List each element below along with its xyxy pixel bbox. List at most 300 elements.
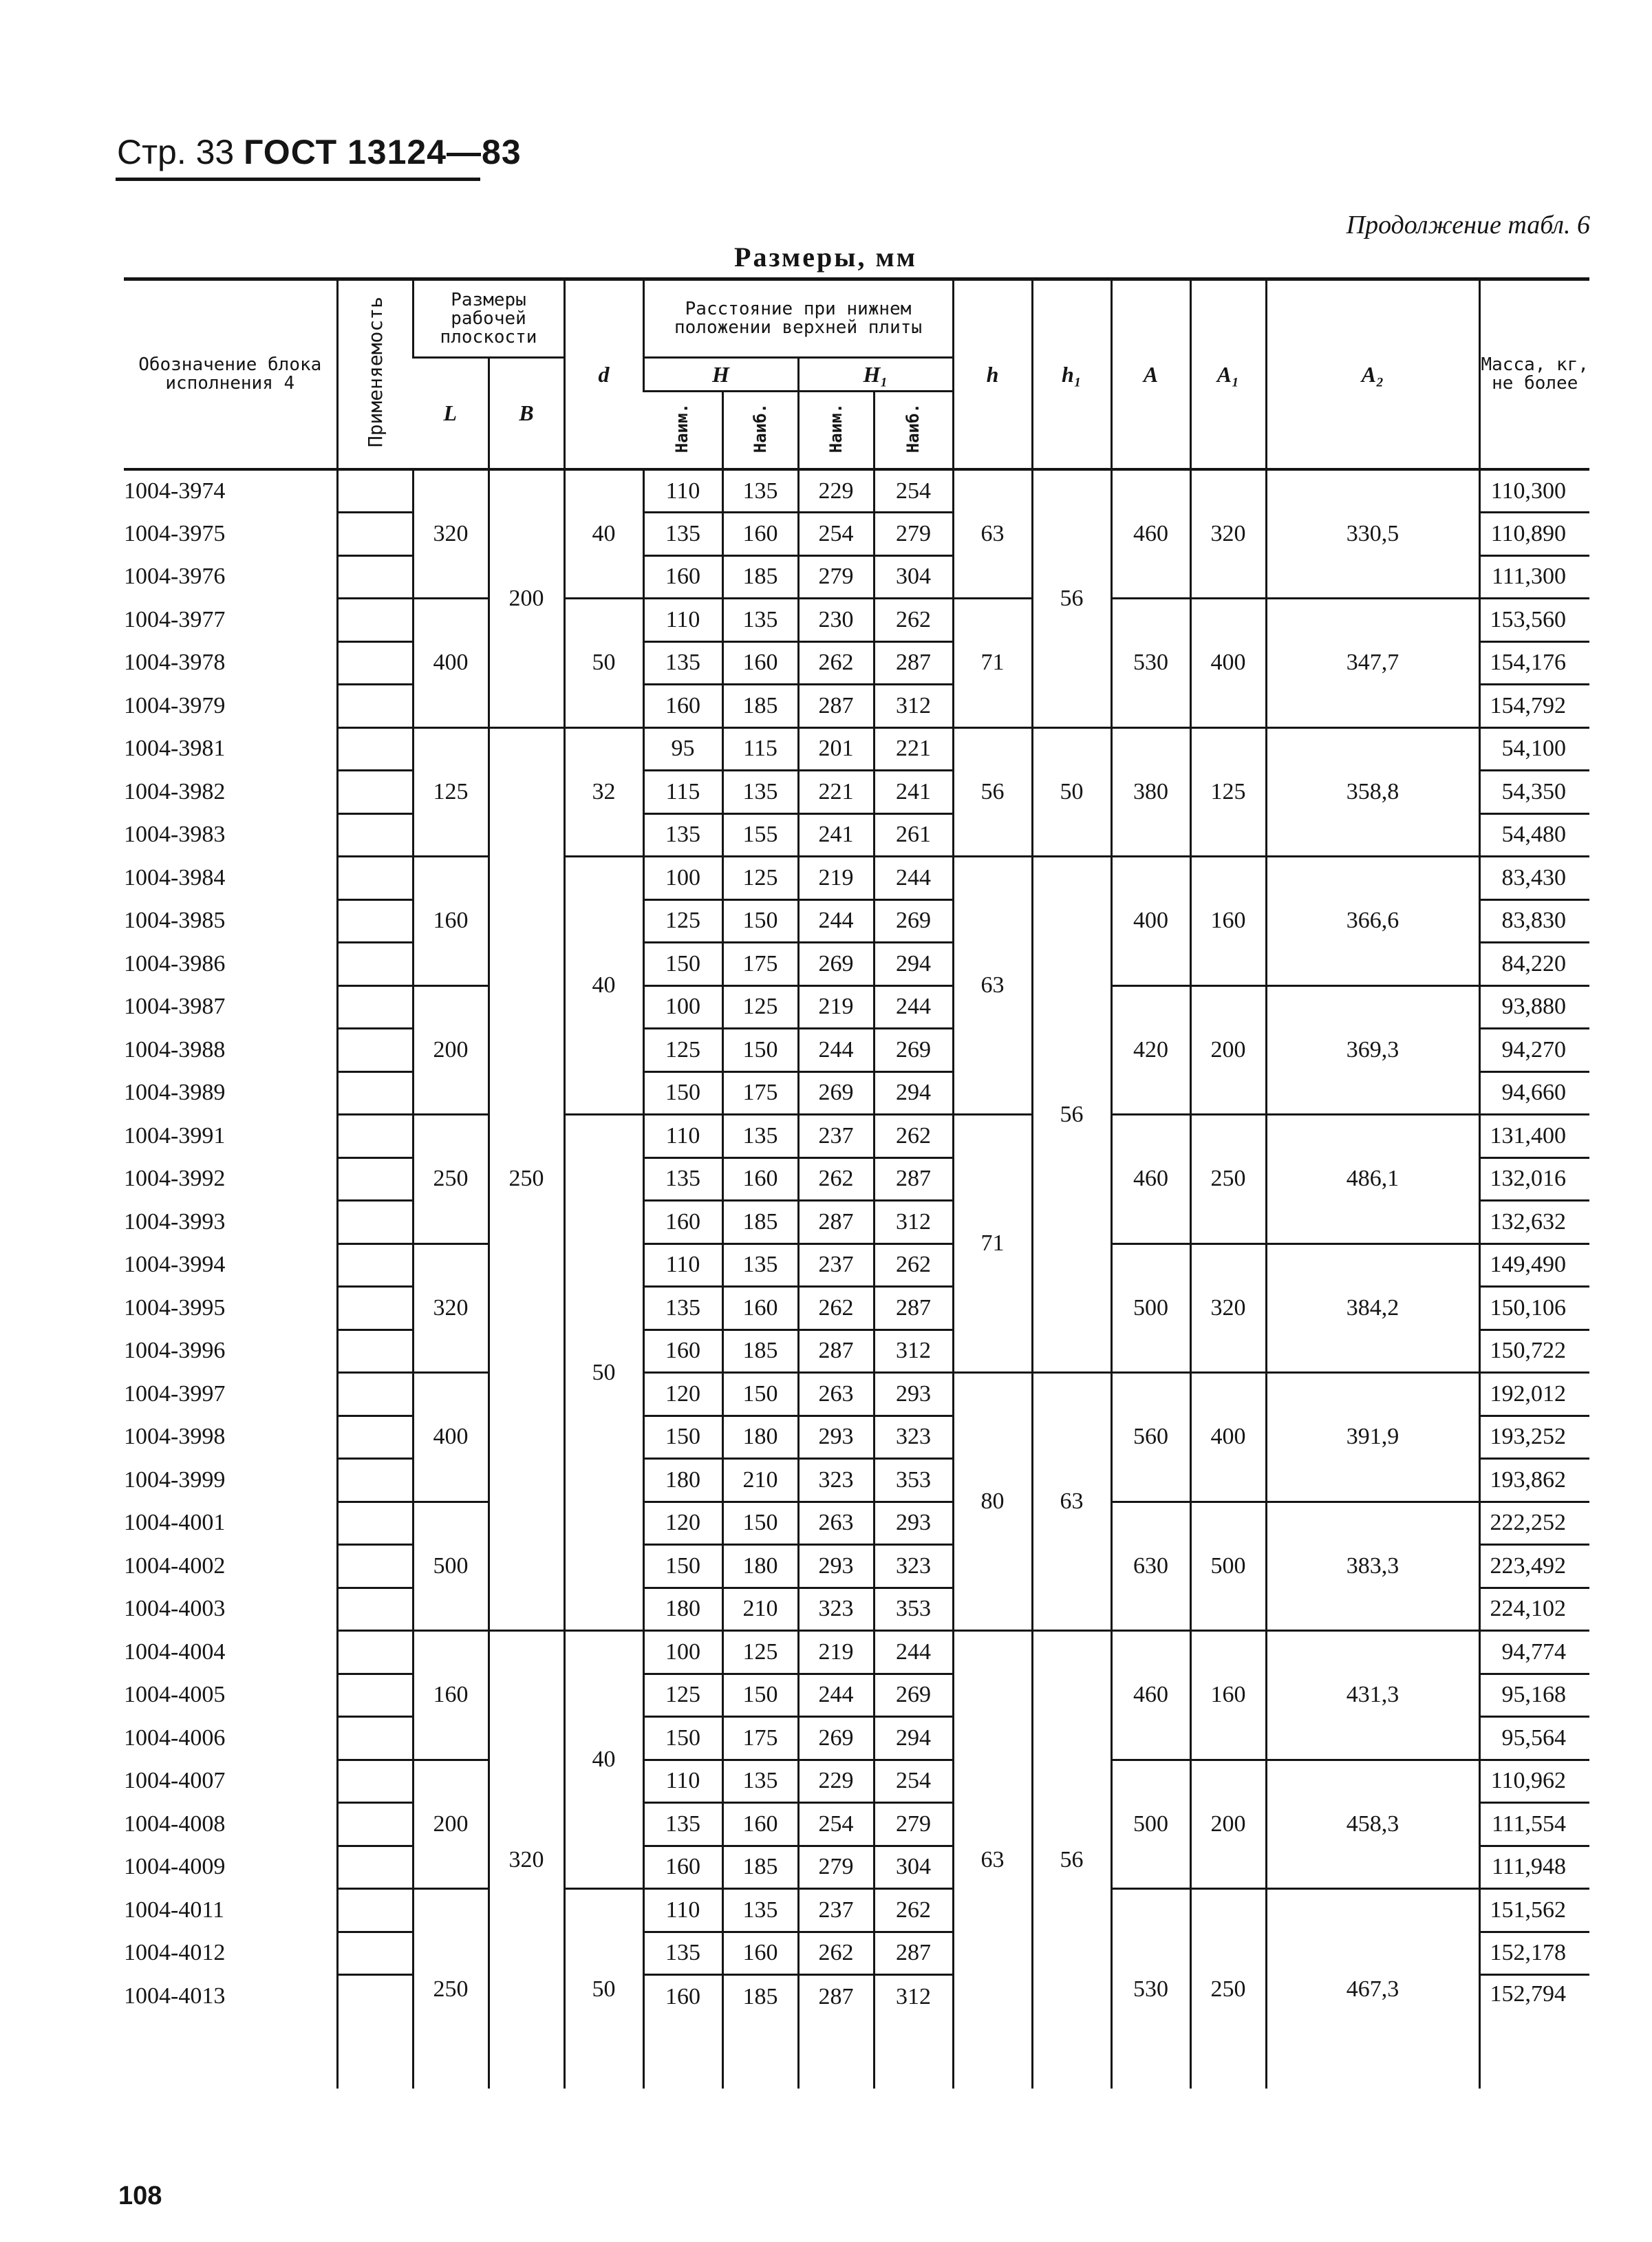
block-code: 1004-3977 (124, 606, 226, 632)
cell-h1-max: 262 (874, 599, 953, 642)
cell-mass: 54,350 (1479, 771, 1589, 814)
cell-h-max: 125 (722, 857, 798, 900)
block-code: 1004-3976 (124, 564, 226, 590)
applicability-cell (337, 1115, 413, 1158)
cell-h-max: 210 (722, 1459, 798, 1502)
cell-h1: 50 (1032, 727, 1111, 857)
cell-h1-min: 269 (798, 943, 874, 986)
cell-mass: 94,774 (1479, 1631, 1589, 1674)
cell-h-min: 110 (643, 469, 722, 513)
cell-h-max: 180 (722, 1416, 798, 1459)
cell-h1-max: 244 (874, 985, 953, 1029)
block-code: 1004-4012 (124, 1940, 226, 1966)
cell-h1-min: 229 (798, 469, 874, 513)
cell-a: 530 (1111, 599, 1190, 728)
cell-mass: 150,722 (1479, 1330, 1589, 1373)
block-code: 1004-4003 (124, 1596, 226, 1622)
table-body (124, 469, 1589, 2089)
cell-mass: 150,106 (1479, 1287, 1589, 1330)
cell-h1-max: 254 (874, 1760, 953, 1803)
cell-h1-min: 237 (798, 1889, 874, 1932)
cell-h-min: 160 (643, 685, 722, 728)
block-code: 1004-3983 (124, 822, 226, 848)
table-continuation-note: Продолжение табл. 6 (1346, 211, 1590, 239)
cell-h1-min: 241 (798, 813, 874, 857)
cell-mass: 111,554 (1479, 1803, 1589, 1846)
cell-h-min: 150 (643, 1717, 722, 1760)
block-code: 1004-4011 (124, 1897, 225, 1923)
cell-h1-min: 201 (798, 727, 874, 771)
block-code: 1004-3979 (124, 692, 226, 718)
applicability-cell (337, 1029, 413, 1072)
cell-d: 50 (564, 1889, 643, 2089)
applicability-cell (337, 685, 413, 728)
cell-h1-max: 261 (874, 813, 953, 857)
block-code: 1004-3998 (124, 1424, 226, 1450)
header-h: h (953, 279, 1032, 470)
cell-h-min: 160 (643, 1201, 722, 1244)
cell-a1: 320 (1190, 469, 1266, 599)
cell-d: 32 (564, 727, 643, 857)
cell-h-min: 160 (643, 1330, 722, 1373)
cell-h1-max: 244 (874, 857, 953, 900)
cell-h1-max: 269 (874, 1029, 953, 1072)
cell-h1-min: 229 (798, 1760, 874, 1803)
cell-h1-max: 244 (874, 1631, 953, 1674)
cell-mass: 95,564 (1479, 1717, 1589, 1760)
cell-h-min: 180 (643, 1588, 722, 1631)
block-code: 1004-4002 (124, 1552, 226, 1579)
header-h-min (643, 392, 722, 470)
header-h1-max-label: Наиб. (903, 403, 923, 453)
cell-a1: 125 (1190, 727, 1266, 857)
cell-h1-max: 287 (874, 1287, 953, 1330)
cell-a: 460 (1111, 1115, 1190, 1244)
applicability-cell (337, 771, 413, 814)
cell-a: 420 (1111, 985, 1190, 1115)
cell-h1-max: 279 (874, 1803, 953, 1846)
cell-l: 200 (413, 1760, 489, 1889)
cell-h1-max: 269 (874, 1674, 953, 1717)
cell-h1-max: 312 (874, 1975, 953, 2089)
applicability-cell (337, 1071, 413, 1115)
header-h-max-label: Наиб. (750, 403, 770, 453)
cell-h: 71 (953, 1115, 1032, 1373)
cell-h-min: 150 (643, 1416, 722, 1459)
cell-a1: 320 (1190, 1243, 1266, 1373)
cell-h-max: 115 (722, 727, 798, 771)
cell-h-min: 135 (643, 641, 722, 685)
cell-a1: 160 (1190, 1631, 1266, 1760)
header-a: A (1111, 279, 1190, 470)
cell-h1-min: 219 (798, 985, 874, 1029)
cell-l: 500 (413, 1502, 489, 1631)
table-row (124, 1760, 1589, 1803)
cell-h-min: 95 (643, 727, 722, 771)
cell-h-max: 160 (722, 513, 798, 556)
cell-h-max: 135 (722, 469, 798, 513)
block-code: 1004-4013 (124, 1983, 226, 2009)
cell-h1-min: 244 (798, 899, 874, 943)
cell-h1-min: 293 (798, 1416, 874, 1459)
cell-a2: 358,8 (1266, 727, 1479, 857)
applicability-cell (337, 1373, 413, 1416)
table-row (124, 1889, 1589, 1932)
cell-h-max: 135 (722, 1243, 798, 1287)
header-applicability-label: Применяемость (363, 297, 387, 448)
cell-h-min: 115 (643, 771, 722, 814)
cell-a2: 384,2 (1266, 1243, 1479, 1373)
applicability-cell (337, 1760, 413, 1803)
cell-h-max: 175 (722, 943, 798, 986)
cell-h-max: 150 (722, 1674, 798, 1717)
cell-mass: 149,490 (1479, 1243, 1589, 1287)
cell-l: 320 (413, 469, 489, 599)
cell-h1-min: 323 (798, 1459, 874, 1502)
applicability-cell (337, 555, 413, 599)
table-row (124, 469, 1589, 513)
cell-h1-max: 294 (874, 1071, 953, 1115)
cell-mass: 193,252 (1479, 1416, 1589, 1459)
cell-l: 320 (413, 1243, 489, 1373)
cell-a: 380 (1111, 727, 1190, 857)
block-code: 1004-3992 (124, 1166, 226, 1192)
block-code: 1004-3975 (124, 520, 226, 546)
cell-a2: 458,3 (1266, 1760, 1479, 1889)
cell-h1-min: 323 (798, 1588, 874, 1631)
cell-h-min: 135 (643, 1932, 722, 1975)
applicability-cell (337, 813, 413, 857)
header-l: L (413, 358, 489, 470)
header-h1: h₁ (1032, 279, 1111, 470)
page-number: 108 (118, 2181, 162, 2210)
block-code: 1004-3985 (124, 908, 226, 934)
cell-h-min: 110 (643, 1889, 722, 1932)
cell-l: 400 (413, 599, 489, 728)
cell-h-max: 185 (722, 1846, 798, 1889)
cell-l: 160 (413, 857, 489, 986)
cell-h-max: 155 (722, 813, 798, 857)
block-code: 1004-4005 (124, 1682, 226, 1708)
cell-mass: 93,880 (1479, 985, 1589, 1029)
cell-h1-max: 269 (874, 899, 953, 943)
cell-mass: 94,660 (1479, 1071, 1589, 1115)
header-h1-min-label: Наим. (826, 403, 846, 453)
cell-h1-min: 254 (798, 513, 874, 556)
cell-a: 560 (1111, 1373, 1190, 1502)
cell-d: 50 (564, 599, 643, 728)
cell-h1-max: 323 (874, 1416, 953, 1459)
cell-h-max: 135 (722, 1760, 798, 1803)
cell-a: 500 (1111, 1243, 1190, 1373)
cell-h-min: 150 (643, 943, 722, 986)
cell-mass: 224,102 (1479, 1588, 1589, 1631)
cell-d: 40 (564, 1631, 643, 1889)
cell-l: 160 (413, 1631, 489, 1760)
header-h1-group: H₁ (798, 358, 953, 392)
block-code: 1004-4009 (124, 1854, 226, 1880)
cell-h-max: 160 (722, 1157, 798, 1201)
cell-h-min: 135 (643, 1803, 722, 1846)
cell-h-max: 125 (722, 1631, 798, 1674)
applicability-cell (337, 1416, 413, 1459)
cell-h1-max: 304 (874, 1846, 953, 1889)
cell-h1-max: 294 (874, 1717, 953, 1760)
cell-h-max: 150 (722, 1373, 798, 1416)
cell-h1-max: 312 (874, 1330, 953, 1373)
cell-h-min: 160 (643, 555, 722, 599)
cell-h1-min: 287 (798, 1330, 874, 1373)
cell-h-min: 135 (643, 813, 722, 857)
cell-mass: 223,492 (1479, 1545, 1589, 1588)
cell-h1-min: 219 (798, 1631, 874, 1674)
cell-mass: 110,962 (1479, 1760, 1589, 1803)
block-code: 1004-3997 (124, 1380, 226, 1407)
cell-h1-max: 353 (874, 1459, 953, 1502)
block-code: 1004-4006 (124, 1725, 226, 1751)
header-h-group: H (643, 358, 798, 392)
cell-h-max: 210 (722, 1588, 798, 1631)
cell-h-max: 185 (722, 685, 798, 728)
applicability-cell (337, 985, 413, 1029)
cell-mass: 110,890 (1479, 513, 1589, 556)
cell-h-min: 110 (643, 1760, 722, 1803)
cell-h-max: 125 (722, 985, 798, 1029)
cell-h1-min: 230 (798, 599, 874, 642)
cell-a2: 347,7 (1266, 599, 1479, 728)
cell-h1-max: 312 (874, 1201, 953, 1244)
cell-h-min: 110 (643, 1115, 722, 1158)
cell-h1-max: 312 (874, 685, 953, 728)
cell-h-max: 150 (722, 899, 798, 943)
cell-mass: 84,220 (1479, 943, 1589, 986)
cell-h-max: 185 (722, 555, 798, 599)
cell-h-min: 110 (643, 1243, 722, 1287)
block-code: 1004-4001 (124, 1510, 226, 1536)
header-rule (116, 178, 480, 181)
cell-h1-max: 294 (874, 943, 953, 986)
cell-h-max: 150 (722, 1502, 798, 1545)
table-row (124, 1631, 1589, 1674)
table-row (124, 727, 1589, 771)
header-d: d (564, 279, 643, 470)
cell-h-max: 185 (722, 1201, 798, 1244)
cell-h1-max: 287 (874, 1157, 953, 1201)
cell-h1-max: 287 (874, 641, 953, 685)
cell-mass: 192,012 (1479, 1373, 1589, 1416)
table-row (124, 1243, 1589, 1287)
cell-h1-min: 263 (798, 1502, 874, 1545)
cell-h1: 56 (1032, 1631, 1111, 2089)
cell-h1-min: 262 (798, 1932, 874, 1975)
header-h1-max (874, 392, 953, 470)
cell-h-max: 135 (722, 599, 798, 642)
cell-h1-max: 221 (874, 727, 953, 771)
cell-h-min: 100 (643, 985, 722, 1029)
cell-h1-max: 353 (874, 1588, 953, 1631)
block-code: 1004-4004 (124, 1638, 226, 1665)
cell-h1-max: 241 (874, 771, 953, 814)
cell-a2: 383,3 (1266, 1502, 1479, 1631)
cell-a: 530 (1111, 1889, 1190, 2089)
cell-a1: 200 (1190, 985, 1266, 1115)
cell-h-max: 175 (722, 1717, 798, 1760)
cell-mass: 94,270 (1479, 1029, 1589, 1072)
cell-h1-max: 293 (874, 1502, 953, 1545)
cell-a: 460 (1111, 469, 1190, 599)
cell-h1-max: 262 (874, 1115, 953, 1158)
applicability-cell (337, 727, 413, 771)
cell-h1-min: 244 (798, 1674, 874, 1717)
cell-mass: 83,430 (1479, 857, 1589, 900)
block-code: 1004-3974 (124, 478, 226, 504)
cell-h-max: 185 (722, 1975, 798, 2089)
block-code: 1004-3986 (124, 950, 226, 976)
applicability-cell (337, 1932, 413, 1975)
block-code: 1004-3989 (124, 1080, 226, 1106)
applicability-cell (337, 1201, 413, 1244)
cell-mass: 222,252 (1479, 1502, 1589, 1545)
cell-h-max: 160 (722, 1932, 798, 1975)
applicability-cell (337, 1631, 413, 1674)
cell-a2: 330,5 (1266, 469, 1479, 599)
units-caption: Размеры, мм (734, 242, 917, 273)
applicability-cell (337, 1459, 413, 1502)
cell-mass: 132,632 (1479, 1201, 1589, 1244)
cell-a: 460 (1111, 1631, 1190, 1760)
cell-h1-min: 262 (798, 641, 874, 685)
cell-a2: 431,3 (1266, 1631, 1479, 1760)
applicability-cell (337, 943, 413, 986)
cell-h-min: 125 (643, 1029, 722, 1072)
cell-h-max: 135 (722, 1115, 798, 1158)
cell-h-min: 150 (643, 1545, 722, 1588)
block-code: 1004-3993 (124, 1208, 226, 1235)
block-code: 1004-3988 (124, 1036, 226, 1063)
table-row (124, 599, 1589, 642)
block-code: 1004-3978 (124, 650, 226, 676)
cell-d: 40 (564, 469, 643, 599)
cell-a2: 391,9 (1266, 1373, 1479, 1502)
cell-h: 56 (953, 727, 1032, 857)
cell-h1-min: 279 (798, 1846, 874, 1889)
table-row (124, 985, 1589, 1029)
header-h-min-label: Наим. (672, 403, 692, 453)
cell-h-min: 150 (643, 1071, 722, 1115)
applicability-cell (337, 1846, 413, 1889)
block-code: 1004-3994 (124, 1252, 226, 1278)
cell-mass: 111,300 (1479, 555, 1589, 599)
cell-h1-min: 287 (798, 1975, 874, 2089)
block-code: 1004-3981 (124, 736, 226, 762)
cell-h1-max: 287 (874, 1932, 953, 1975)
cell-h1-min: 244 (798, 1029, 874, 1072)
cell-a: 630 (1111, 1502, 1190, 1631)
cell-h1: 56 (1032, 857, 1111, 1373)
header-b: B (489, 358, 564, 470)
applicability-cell (337, 899, 413, 943)
cell-h-min: 100 (643, 1631, 722, 1674)
cell-a1: 250 (1190, 1115, 1266, 1244)
cell-h1-max: 262 (874, 1889, 953, 1932)
cell-h-max: 135 (722, 1889, 798, 1932)
cell-a1: 250 (1190, 1889, 1266, 2089)
applicability-cell (337, 1287, 413, 1330)
cell-h1-min: 263 (798, 1373, 874, 1416)
applicability-cell (337, 599, 413, 642)
applicability-cell (337, 1545, 413, 1588)
block-code: 1004-3995 (124, 1294, 226, 1321)
table-header (124, 279, 1589, 470)
applicability-cell (337, 1889, 413, 1932)
cell-mass: 110,300 (1479, 469, 1589, 513)
cell-h-min: 100 (643, 857, 722, 900)
cell-h1-max: 254 (874, 469, 953, 513)
cell-mass: 111,948 (1479, 1846, 1589, 1889)
table-row (124, 1373, 1589, 1416)
cell-a2: 369,3 (1266, 985, 1479, 1115)
page-label: Стр. 33 (117, 133, 235, 171)
cell-l: 125 (413, 727, 489, 857)
cell-mass: 151,562 (1479, 1889, 1589, 1932)
cell-h-min: 135 (643, 1287, 722, 1330)
cell-a1: 500 (1190, 1502, 1266, 1631)
cell-h-max: 150 (722, 1029, 798, 1072)
cell-h1-min: 269 (798, 1071, 874, 1115)
block-code: 1004-4008 (124, 1811, 226, 1837)
header-a2: A₂ (1266, 279, 1479, 470)
cell-d: 40 (564, 857, 643, 1115)
cell-h: 63 (953, 857, 1032, 1115)
header-a1: A₁ (1190, 279, 1266, 470)
cell-l: 250 (413, 1889, 489, 2089)
cell-l: 400 (413, 1373, 489, 1502)
cell-h1-min: 287 (798, 1201, 874, 1244)
cell-h1-max: 279 (874, 513, 953, 556)
cell-a1: 200 (1190, 1760, 1266, 1889)
cell-h1-min: 262 (798, 1157, 874, 1201)
cell-mass: 193,862 (1479, 1459, 1589, 1502)
page-header (117, 132, 522, 172)
cell-d: 50 (564, 1115, 643, 1631)
cell-a2: 486,1 (1266, 1115, 1479, 1244)
cell-h-min: 180 (643, 1459, 722, 1502)
cell-h1: 63 (1032, 1373, 1111, 1631)
cell-b: 250 (489, 727, 564, 1631)
cell-h1: 56 (1032, 469, 1111, 727)
applicability-cell (337, 857, 413, 900)
applicability-cell (337, 1674, 413, 1717)
table-row (124, 857, 1589, 900)
cell-mass: 152,178 (1479, 1932, 1589, 1975)
header-work-plane: Размеры рабочей плоскости (413, 279, 564, 358)
header-h-max (722, 392, 798, 470)
cell-mass: 54,100 (1479, 727, 1589, 771)
standard-number: ГОСТ 13124—83 (244, 133, 522, 171)
cell-h-max: 175 (722, 1071, 798, 1115)
cell-mass: 154,176 (1479, 641, 1589, 685)
cell-mass: 54,480 (1479, 813, 1589, 857)
cell-h1-min: 262 (798, 1287, 874, 1330)
cell-h-min: 120 (643, 1373, 722, 1416)
block-code: 1004-3996 (124, 1338, 226, 1364)
cell-a: 500 (1111, 1760, 1190, 1889)
block-code: 1004-3982 (124, 778, 226, 804)
cell-h-min: 135 (643, 513, 722, 556)
cell-h-max: 180 (722, 1545, 798, 1588)
header-distance: Расстояние при нижнем положении верхней плиты (643, 279, 953, 358)
cell-h-min: 125 (643, 899, 722, 943)
